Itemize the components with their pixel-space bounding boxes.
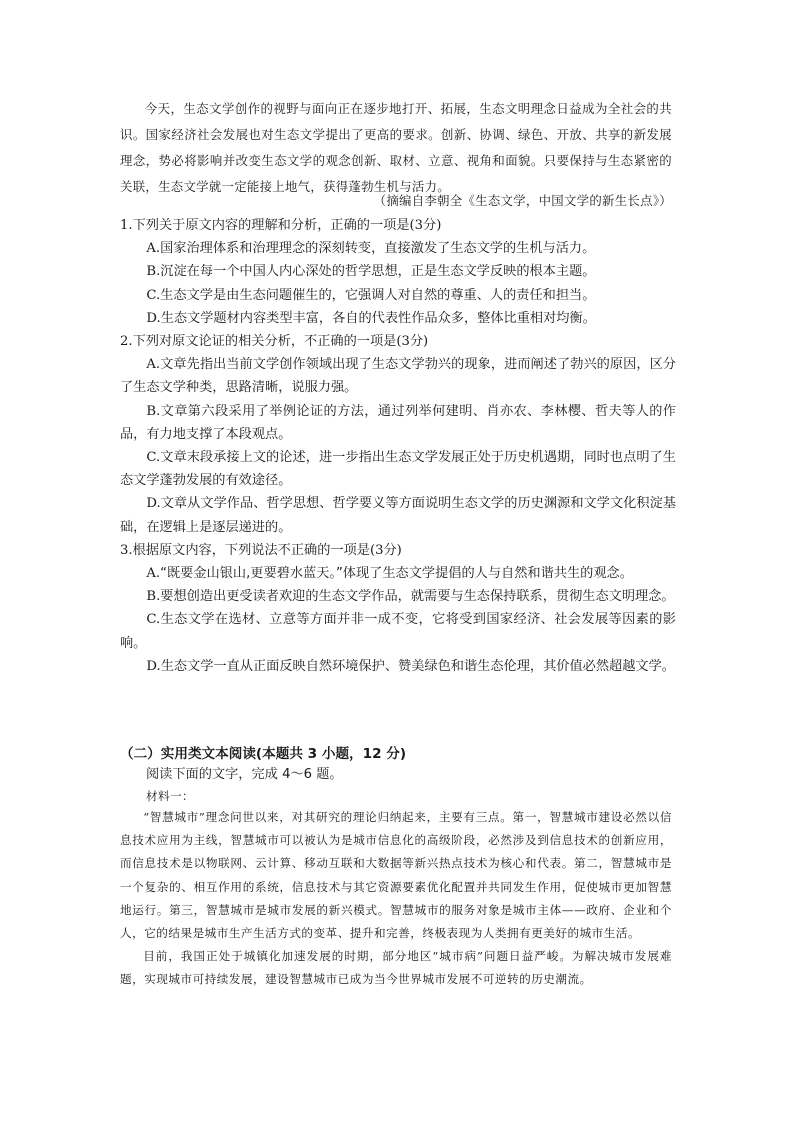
option-text: 文章先指出当前文学创作领域出现了生态文学勃兴的现象，进而阐述了勃兴的原因，区分了生态文学种类，思路清晰，说服力强。 [120, 357, 676, 396]
option-text: 文章从文学作品、哲学思想、哲学要义等方面说明生态文学的历史渊源和文学文化积淀基础，在逻辑上是逐层递进的。 [120, 496, 676, 535]
source-citation: （摘编自李朝全《生态文学，中国文学的新生长点》） [373, 193, 672, 208]
option-d [120, 492, 676, 538]
option-b [120, 260, 676, 283]
option-b [120, 400, 676, 446]
option-letter: B. [146, 403, 161, 419]
section-instruction: 阅读下面的文字，完成 4～6 题。 [146, 767, 343, 782]
option-text: 生态文学是由生态问题催生的，它强调人对自然的尊重、人的责任和担当。 [160, 287, 596, 303]
question-stem: 3.根据原文内容，下列说法不正确的一项是(3分) [120, 542, 402, 558]
option-letter: A. [146, 566, 161, 582]
option-c [120, 446, 676, 492]
option-text: 生态文学在选材、立意等方面并非一成不变，它将受到国家经济、社会发展等因素的影响。 [120, 612, 676, 651]
option-d [120, 307, 676, 330]
option-letter: A. [146, 241, 161, 257]
option-letter: A. [146, 357, 161, 373]
option-b [120, 585, 676, 608]
question-list [120, 214, 676, 678]
option-letter: B. [146, 589, 161, 605]
question-1 [120, 214, 676, 330]
option-letter: C. [146, 450, 161, 466]
option-c [120, 608, 676, 654]
option-letter: C. [146, 287, 161, 303]
option-c [120, 284, 676, 307]
question-2 [120, 330, 676, 539]
option-text: 文章第六段采用了举例论证的方法，通过列举何建明、肖亦农、李林樱、哲夫等人的作品，有力地支撑了本段观点。 [120, 403, 676, 442]
option-text: 要想创造出更受读者欢迎的生态文学作品，就需要与生态保持联系，贯彻生态文明理念。 [160, 589, 675, 605]
option-a [120, 237, 676, 260]
option-text: 国家治理体系和治理理念的深刻转变，直接激发了生态文学的生机与活力。 [160, 241, 596, 257]
option-a [120, 562, 676, 585]
option-text: 文章末段承接上文的论述，进一步指出生态文学发展正处于历史机遇期，同时也点明了生态文学蓬勃发展的有效途径。 [120, 450, 676, 489]
option-letter: D. [146, 310, 161, 326]
question-stem: 2.下列对原文论证的相关分析，不正确的一项是(3分) [120, 334, 429, 350]
option-text: “既要金山银山,更要碧水蓝天。”体现了生态文学提倡的人与自然和谐共生的观念。 [160, 566, 633, 582]
option-letter: B. [146, 264, 161, 280]
option-letter: D. [146, 496, 161, 512]
passage-closing-paragraph: 今天，生态文学创作的视野与面向正在逐步地打开、拓展，生态文明理念日益成为全社会的共识。国家经济社会发展也对生态文学提出了更高的要求。创新、协调、绿色、开放、共享的新发展理念，势必将影响并改变生态文学的观念创新、取材、立意、视角和面貌。只要保持与生态紧密的关联，生态文学就一定能接上地气，获得蓬勃生机与活力。 [120, 101, 672, 194]
option-a [120, 353, 676, 399]
material-label: 材料一： [146, 789, 194, 803]
option-d [120, 655, 676, 678]
question-3 [120, 539, 676, 678]
option-text: 沉淀在每一个中国人内心深处的哲学思想，正是生态文学反映的根本主题。 [160, 264, 596, 280]
material-paragraph: 目前，我国正处于城镇化加速发展的时期，部分地区“城市病”问题日益严峻。为解决城市发展难题，实现城市可持续发展，建设智慧城市已成为当今世界城市发展不可逆转的历史潮流。 [120, 949, 672, 987]
question-stem: 1.下列关于原文内容的理解和分析，正确的一项是(3分) [120, 218, 442, 233]
material-paragraph: “智慧城市”理念问世以来，对其研究的理论归纳起来，主要有三点。第一，智慧城市建设必然以信息技术应用为主线，智慧城市可以被认为是城市信息化的高级阶段，必然涉及到信息技术的创新应用，而信息技术是以物联网、云计算、移动互联和大数据等新兴热点技术为核心和代表。第二，智慧城市是一个复杂的、相互作用的系统，信息技术与其它资源要素优化配置并共同发生作用，促使城市更加智慧地运行。第三，智慧城市是城市发展的新兴模式。智慧城市的服务对象是城市主体——政府、企业和个人，它的结果是城市生产生活方式的变革、提升和完善，终极表现为人类拥有更美好的城市生活。 [120, 810, 672, 941]
section-heading: （二）实用类文本阅读(本题共 3 小题，12 分) [120, 746, 407, 762]
option-letter: C. [146, 612, 161, 628]
option-text: 生态文学一直从正面反映自然环境保护、赞美绿色和谐生态伦理，其价值必然超越文学。 [160, 658, 675, 674]
option-letter: D. [146, 658, 161, 674]
option-text: 生态文学题材内容类型丰富，各自的代表性作品众多，整体比重相对均衡。 [160, 310, 596, 326]
